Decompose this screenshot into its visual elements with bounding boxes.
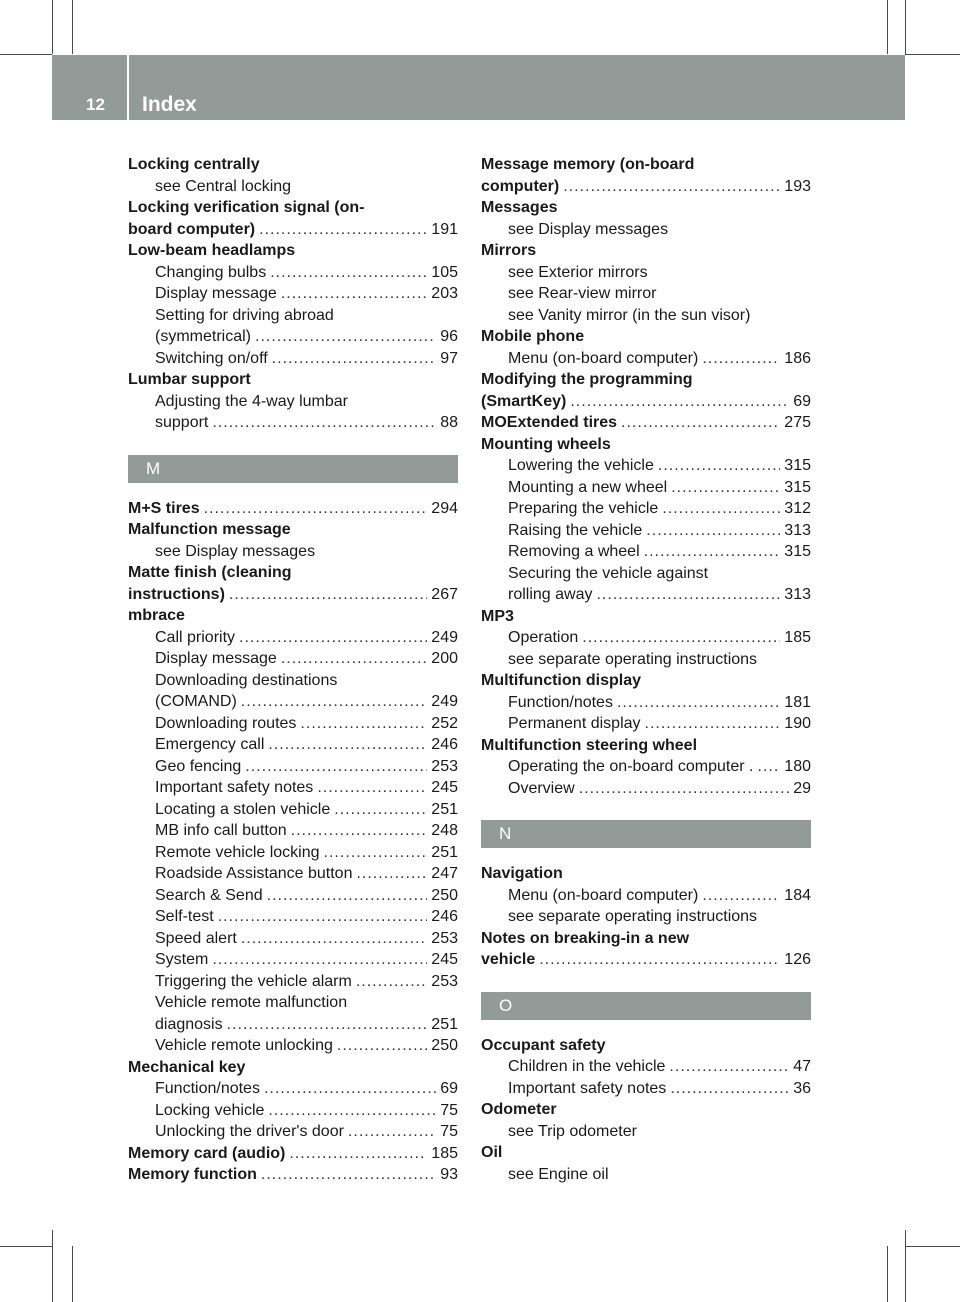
index-entry [481,1142,811,1164]
index-subentry [128,713,458,735]
index-entry [128,1143,458,1165]
index-subentry [128,949,458,971]
page-reference-link[interactable]: 126 [784,951,811,968]
entry-text: Mounting a new wheel [508,478,668,496]
page-reference-link[interactable]: 253 [431,972,458,990]
dot-leader [356,971,427,993]
dot-leader [281,648,427,670]
page-reference-link[interactable]: 252 [431,714,458,732]
page-reference-link[interactable]: 184 [784,886,811,904]
page-reference-link[interactable]: 250 [431,886,458,904]
index-entry [128,584,458,606]
entry-text: Oil [481,1144,503,1161]
index-subentry [481,1164,811,1186]
page-reference-link[interactable]: 180 [784,758,811,775]
index-entry [481,606,811,628]
entry-text: Vehicle remote malfunction [155,994,348,1011]
index-entry [481,326,811,348]
page-reference-link[interactable]: 250 [431,1037,458,1054]
entry-text: Changing bulbs [155,263,267,281]
index-entry [128,562,458,584]
index-subentry [128,670,458,692]
page-reference-link[interactable]: 315 [784,543,811,560]
index-subentry [481,885,811,907]
index-subentry [128,863,458,885]
entry-text: Function/notes [155,1080,260,1097]
dot-leader [539,949,780,971]
page-reference-link[interactable]: 93 [440,1166,458,1183]
entry-text: MP3 [481,607,514,625]
entry-text: see Rear-view mirror [508,285,657,302]
index-subentry [128,541,458,563]
index-entry [481,391,811,413]
section-letter-header: O [481,992,811,1020]
index-entry [481,197,811,219]
entry-text: Adjusting the 4-way lumbar [155,392,348,410]
entry-text: Vehicle remote unlocking [155,1037,333,1054]
page-reference-link[interactable]: 29 [793,779,811,797]
index-entry [128,1057,458,1079]
index-entry [481,1035,811,1057]
dot-leader [621,412,780,434]
entry-text: Low-beam headlamps [128,242,296,259]
page-reference-link[interactable]: 186 [784,349,811,367]
index-subentry [481,1121,811,1143]
index-entry [481,1099,811,1121]
crop-mark [887,1246,888,1302]
entry-text: Navigation [481,865,563,882]
index-subentry [128,906,458,928]
entry-text: vehicle [481,951,536,968]
entry-text: see Trip odometer [508,1122,637,1140]
dot-leader [272,348,437,370]
page-reference-link[interactable]: 275 [784,414,811,431]
index-subentry [128,1100,458,1122]
dot-leader [579,778,790,800]
dot-leader [270,262,427,284]
index-subentry [128,992,458,1014]
entry-text: System [155,951,209,968]
index-entry [481,240,811,262]
entry-text: Occupant safety [481,1036,606,1054]
entry-text: see Exterior mirrors [508,263,648,281]
index-subentry [481,219,811,241]
dot-leader [644,541,781,563]
page-reference-link[interactable]: 193 [784,177,811,195]
entry-text: Modifying the programming [481,371,693,388]
page-reference-link[interactable]: 253 [431,929,458,947]
dot-leader [356,863,427,885]
index-subentry [481,455,811,477]
entry-text: Locking centrally [128,156,260,173]
dot-leader [646,520,780,542]
page-reference-link[interactable]: 97 [440,349,458,367]
index-subentry [481,1078,811,1100]
entry-text: diagnosis [155,1015,223,1033]
page-reference-link[interactable]: 251 [431,800,458,818]
entry-text: Locating a stolen vehicle [155,800,331,818]
page-reference-link[interactable]: 181 [784,693,811,711]
index-entry [481,735,811,757]
index-subentry [481,584,811,606]
entry-text: Locking verification signal (on- [128,199,365,216]
entry-text: computer) [481,177,560,195]
entry-text: rolling away [508,586,593,603]
index-entry [481,928,811,950]
dot-leader [239,627,427,649]
page-reference-link[interactable]: 69 [440,1080,458,1097]
index-subentry [128,283,458,305]
index-entry [481,863,811,885]
entry-text: Mobile phone [481,328,585,345]
dot-leader [669,1056,789,1078]
page-reference-link[interactable]: 248 [431,822,458,839]
entry-text: Menu (on-board computer) [508,886,699,904]
dot-leader [563,176,780,198]
entry-text: Removing a wheel [508,543,640,560]
entry-text: Message memory (on-board [481,156,695,173]
crop-mark [905,0,906,54]
entry-text: Display message [155,650,277,667]
crop-mark [887,0,888,54]
page-reference-link[interactable]: 75 [440,1123,458,1140]
entry-text: Multifunction display [481,672,641,689]
dot-leader [658,455,780,477]
entry-text: (symmetrical) [155,328,251,345]
index-subentry [128,412,458,434]
page-reference-link[interactable]: 185 [431,1144,458,1162]
page-reference-link[interactable]: 313 [784,521,811,539]
entry-text: see separate operating instructions [508,650,758,668]
dot-leader [212,412,436,434]
dot-leader [300,713,427,735]
index-entry [128,605,458,627]
entry-text: Function/notes [508,693,613,711]
entry-text: Lowering the vehicle [508,457,654,474]
entry-text: see Vanity mirror (in the sun visor) [508,306,751,324]
entry-text: Operation [508,629,579,646]
index-entry [481,670,811,692]
entry-text: Downloading routes [155,714,297,732]
index-subentry [128,648,458,670]
dot-leader [317,777,427,799]
entry-text: Downloading destinations [155,671,338,689]
index-entry [481,949,811,971]
index-entry [481,176,811,198]
index-entry [128,1164,458,1186]
index-subentry [128,777,458,799]
dot-leader [264,1078,436,1100]
entry-text: Mounting wheels [481,435,611,453]
dot-leader [645,713,781,735]
index-subentry [128,262,458,284]
dot-leader [261,1164,436,1186]
dot-leader [204,498,428,520]
entry-text: Speed alert [155,929,237,947]
entry-text: Multifunction steering wheel [481,736,698,754]
entry-text: Switching on/off [155,349,268,367]
page-reference-link[interactable]: 253 [431,757,458,775]
index-subentry [481,498,811,520]
entry-text: Unlocking the driver's door [155,1123,344,1140]
index-subentry [128,971,458,993]
page-reference-link[interactable]: 36 [793,1079,811,1097]
entry-text: Malfunction message [128,521,291,538]
entry-text: Mirrors [481,242,537,259]
index-subentry [128,627,458,649]
page-reference-link[interactable]: 245 [431,779,458,796]
page-reference-link[interactable]: 313 [784,586,811,603]
index-entry [128,369,458,391]
crop-mark [905,1230,906,1302]
page-reference-link[interactable]: 88 [440,414,458,431]
dot-leader [227,1014,428,1036]
entry-text: Securing the vehicle against [508,564,709,582]
dot-leader [337,1035,427,1057]
entry-text: (SmartKey) [481,392,567,410]
page-reference-link[interactable]: 203 [431,285,458,302]
entry-text: Memory function [128,1166,257,1183]
entry-text: Self-test [155,908,214,925]
entry-text: Memory card (audio) [128,1144,286,1162]
index-entry [128,154,458,176]
index-subentry [481,627,811,649]
entry-text: Notes on breaking-in a new [481,929,690,947]
entry-text: Matte finish (cleaning [128,564,292,581]
entry-text: Overview [508,779,575,797]
index-subentry [128,1014,458,1036]
page-header [52,55,905,120]
entry-text: Children in the vehicle [508,1058,666,1075]
index-subentry [481,262,811,284]
entry-text: Roadside Assistance button [155,865,353,882]
index-entry [481,154,811,176]
entry-text: MOExtended tires [481,414,618,431]
section-letter-header: N [481,820,811,848]
page-reference-link[interactable]: 96 [440,328,458,345]
dot-leader [289,1143,427,1165]
index-subentry [481,541,811,563]
index-subentry [128,176,458,198]
index-subentry [128,305,458,327]
index-subentry [128,691,458,713]
index-entry [128,240,458,262]
index-entry [128,197,458,219]
index-subentry [481,1056,811,1078]
index-entry [481,369,811,391]
page-number: 12 [86,95,105,114]
index-subentry [481,906,811,928]
dot-leader [670,1078,789,1100]
index-subentry [128,885,458,907]
index-subentry [128,734,458,756]
dot-leader [757,756,780,778]
page-reference-link[interactable]: 185 [784,629,811,646]
entry-text: MB info call button [155,822,287,839]
page-reference-link[interactable]: 251 [431,1015,458,1033]
index-subentry [128,842,458,864]
crop-mark [905,54,960,55]
page-reference-link[interactable]: 247 [431,865,458,882]
dot-leader [348,1121,436,1143]
entry-text: Setting for driving abroad [155,306,334,324]
section-letter-header: M [128,455,458,483]
index-entry [481,412,811,434]
entry-text: Geo fencing [155,757,242,775]
dot-leader [245,756,427,778]
page-reference-link[interactable]: 249 [431,693,458,710]
dot-leader [324,842,428,864]
page-reference-link[interactable]: 47 [793,1058,811,1075]
dot-leader [255,326,436,348]
dot-leader [662,498,780,520]
dot-leader [229,584,427,606]
entry-text: M+S tires [128,499,200,517]
entry-text: Important safety notes [155,779,314,796]
page-reference-link[interactable]: 69 [793,392,811,410]
index-subentry [128,1035,458,1057]
entry-text: instructions) [128,585,225,603]
index-subentry [128,348,458,370]
entry-text: Triggering the vehicle alarm [155,972,352,990]
dot-leader [268,1100,436,1122]
entry-text: Emergency call [155,736,265,753]
index-subentry [481,649,811,671]
page-reference-link[interactable]: 245 [431,951,458,968]
entry-text: see Engine oil [508,1165,609,1183]
page-reference-link[interactable]: 191 [431,220,458,238]
entry-text: Raising the vehicle [508,521,643,539]
entry-text: Menu (on-board computer) [508,349,699,367]
page-title: Index [142,93,197,116]
dot-leader [702,348,780,370]
index-subentry [481,283,811,305]
dot-leader [268,734,427,756]
entry-text: Preparing the vehicle [508,500,659,517]
dot-leader [617,692,780,714]
entry-text: Permanent display [508,715,641,732]
page-reference-link[interactable]: 249 [431,628,458,646]
index-entry [128,219,458,241]
index-subentry [128,1121,458,1143]
page-reference-link[interactable]: 251 [431,843,458,861]
entry-text: (COMAND) [155,693,237,710]
page-reference-link[interactable]: 312 [784,500,811,517]
index-subentry [128,391,458,413]
index-subentry [128,820,458,842]
dot-leader [702,885,780,907]
dot-leader [267,885,428,907]
index-subentry [481,477,811,499]
index-subentry [481,348,811,370]
page-reference-link[interactable]: 294 [431,499,458,517]
page-reference-link[interactable]: 315 [784,478,811,496]
index-subentry [128,1078,458,1100]
entry-text: see Display messages [508,220,669,238]
crop-mark [52,0,53,54]
index-subentry [481,756,811,778]
entry-text: Display message [155,285,277,302]
index-subentry [481,520,811,542]
entry-text: see Display messages [155,542,316,560]
index-subentry [481,713,811,735]
crop-mark [905,1246,960,1247]
index-subentry [481,305,811,327]
entry-text: Mechanical key [128,1058,246,1076]
entry-text: Locking vehicle [155,1101,265,1119]
entry-text: see separate operating instructions [508,908,758,925]
entry-text: Call priority [155,628,236,646]
dot-leader [259,219,427,241]
page-reference-link[interactable]: 315 [784,457,811,474]
dot-leader [218,906,428,928]
dot-leader [570,391,789,413]
page-reference-link[interactable]: 75 [440,1101,458,1119]
entry-text: Lumbar support [128,371,251,388]
crop-mark [52,1230,53,1302]
entry-text: Operating the on-board computer . [508,758,754,775]
entry-text: Important safety notes [508,1079,667,1097]
entry-text: mbrace [128,607,185,624]
index-entry [481,434,811,456]
dot-leader [582,627,780,649]
entry-text: Odometer [481,1101,557,1118]
index-subentry [128,799,458,821]
index-column-right [481,154,811,1185]
index-column-left [128,154,458,1186]
page-reference-link[interactable]: 246 [431,908,458,925]
crop-mark [72,1246,73,1302]
dot-leader [281,283,427,305]
index-subentry [481,692,811,714]
page-reference-link[interactable]: 190 [784,715,811,732]
dot-leader [212,949,427,971]
dot-leader [241,691,428,713]
entry-text: Search & Send [155,886,263,904]
entry-text: Messages [481,199,558,216]
index-entry [128,519,458,541]
crop-mark [0,54,52,55]
dot-leader [596,584,780,606]
index-subentry [128,928,458,950]
index-subentry [128,326,458,348]
crop-mark [0,1246,52,1247]
dot-leader [291,820,428,842]
crop-mark [72,0,73,54]
dot-leader [241,928,427,950]
page-reference-link[interactable]: 246 [431,736,458,753]
entry-text: see Central locking [155,177,292,195]
dot-leader [671,477,780,499]
entry-text: board computer) [128,220,256,238]
page-reference-link[interactable]: 105 [431,263,458,281]
index-subentry [481,563,811,585]
index-entry [128,498,458,520]
entry-text: support [155,414,209,431]
dot-leader [334,799,427,821]
header-divider [127,55,129,120]
index-subentry [481,778,811,800]
entry-text: Remote vehicle locking [155,843,320,861]
index-subentry [128,756,458,778]
page-reference-link[interactable]: 267 [431,585,458,603]
page-reference-link[interactable]: 200 [431,650,458,667]
